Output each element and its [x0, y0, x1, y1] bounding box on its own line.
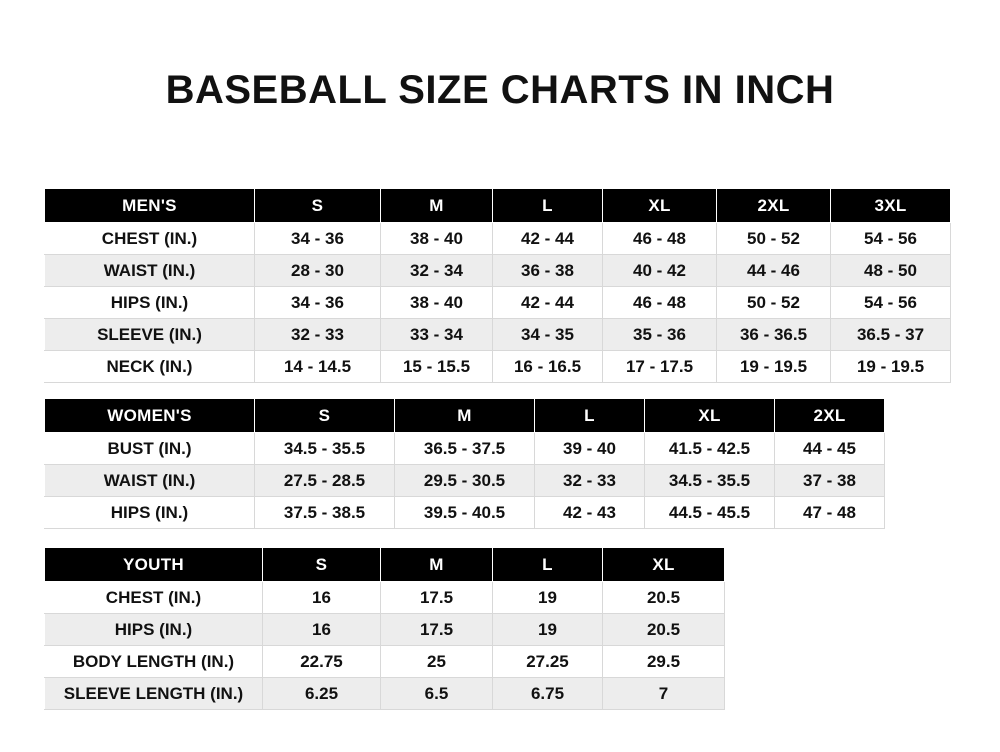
womens-size-table	[44, 398, 885, 529]
youth-size-table	[44, 547, 725, 710]
womens-waist-xl: 34.5 - 35.5	[645, 465, 775, 497]
youth-body-length-m: 25	[381, 646, 493, 678]
table-row	[45, 433, 885, 465]
mens-sleeve-s: 32 - 33	[255, 319, 381, 351]
mens-header-3xl: 3XL	[831, 189, 951, 223]
mens-chest-m: 38 - 40	[381, 223, 493, 255]
mens-sleeve-m: 33 - 34	[381, 319, 493, 351]
womens-header-s: S	[255, 399, 395, 433]
youth-body-length-s: 22.75	[263, 646, 381, 678]
mens-header-s: S	[255, 189, 381, 223]
mens-neck-m: 15 - 15.5	[381, 351, 493, 383]
youth-row-label-body-length: BODY LENGTH (IN.)	[45, 646, 263, 678]
womens-bust-2xl: 44 - 45	[775, 433, 885, 465]
mens-sleeve-xl: 35 - 36	[603, 319, 717, 351]
womens-hips-2xl: 47 - 48	[775, 497, 885, 529]
youth-body-length-l: 27.25	[493, 646, 603, 678]
table-row	[45, 678, 725, 710]
mens-hips-3xl: 54 - 56	[831, 287, 951, 319]
mens-neck-l: 16 - 16.5	[493, 351, 603, 383]
table-row	[45, 255, 951, 287]
youth-chest-m: 17.5	[381, 582, 493, 614]
youth-hips-m: 17.5	[381, 614, 493, 646]
mens-waist-m: 32 - 34	[381, 255, 493, 287]
mens-header-m: M	[381, 189, 493, 223]
mens-waist-xl: 40 - 42	[603, 255, 717, 287]
table-row	[45, 319, 951, 351]
womens-waist-s: 27.5 - 28.5	[255, 465, 395, 497]
youth-body-length-xl: 29.5	[603, 646, 725, 678]
page-title: BASEBALL SIZE CHARTS IN INCH	[165, 68, 835, 112]
youth-sleeve-length-m: 6.5	[381, 678, 493, 710]
table-row	[45, 497, 885, 529]
mens-hips-l: 42 - 44	[493, 287, 603, 319]
youth-row-label-chest: CHEST (IN.)	[45, 582, 263, 614]
mens-waist-3xl: 48 - 50	[831, 255, 951, 287]
table-row	[45, 582, 725, 614]
womens-row-label-hips: HIPS (IN.)	[45, 497, 255, 529]
table-row	[45, 465, 885, 497]
youth-row-label-sleeve-length: SLEEVE LENGTH (IN.)	[45, 678, 263, 710]
youth-header-xl: XL	[603, 548, 725, 582]
mens-neck-xl: 17 - 17.5	[603, 351, 717, 383]
table-row	[45, 223, 951, 255]
mens-chest-xl: 46 - 48	[603, 223, 717, 255]
womens-header-row	[45, 399, 885, 433]
table-row	[45, 614, 725, 646]
mens-header-row	[45, 189, 951, 223]
womens-hips-xl: 44.5 - 45.5	[645, 497, 775, 529]
mens-hips-2xl: 50 - 52	[717, 287, 831, 319]
youth-chest-xl: 20.5	[603, 582, 725, 614]
womens-row-label-waist: WAIST (IN.)	[45, 465, 255, 497]
mens-row-label-sleeve: SLEEVE (IN.)	[45, 319, 255, 351]
mens-chest-3xl: 54 - 56	[831, 223, 951, 255]
table-row	[45, 351, 951, 383]
youth-row-label-hips: HIPS (IN.)	[45, 614, 263, 646]
youth-hips-l: 19	[493, 614, 603, 646]
youth-chest-l: 19	[493, 582, 603, 614]
youth-sleeve-length-l: 6.75	[493, 678, 603, 710]
womens-header-2xl: 2XL	[775, 399, 885, 433]
womens-header-l: L	[535, 399, 645, 433]
mens-hips-m: 38 - 40	[381, 287, 493, 319]
mens-header-l: L	[493, 189, 603, 223]
womens-hips-s: 37.5 - 38.5	[255, 497, 395, 529]
youth-hips-xl: 20.5	[603, 614, 725, 646]
mens-neck-s: 14 - 14.5	[255, 351, 381, 383]
youth-header-row	[45, 548, 725, 582]
mens-waist-s: 28 - 30	[255, 255, 381, 287]
mens-sleeve-2xl: 36 - 36.5	[717, 319, 831, 351]
youth-header-l: L	[493, 548, 603, 582]
table-row	[45, 287, 951, 319]
mens-hips-xl: 46 - 48	[603, 287, 717, 319]
womens-waist-l: 32 - 33	[535, 465, 645, 497]
mens-sleeve-l: 34 - 35	[493, 319, 603, 351]
mens-neck-2xl: 19 - 19.5	[717, 351, 831, 383]
youth-hips-s: 16	[263, 614, 381, 646]
womens-header-xl: XL	[645, 399, 775, 433]
womens-hips-m: 39.5 - 40.5	[395, 497, 535, 529]
womens-header-m: M	[395, 399, 535, 433]
mens-row-label-chest: CHEST (IN.)	[45, 223, 255, 255]
mens-neck-3xl: 19 - 19.5	[831, 351, 951, 383]
youth-header-s: S	[263, 548, 381, 582]
mens-chest-2xl: 50 - 52	[717, 223, 831, 255]
womens-bust-l: 39 - 40	[535, 433, 645, 465]
womens-waist-m: 29.5 - 30.5	[395, 465, 535, 497]
mens-waist-2xl: 44 - 46	[717, 255, 831, 287]
mens-chest-l: 42 - 44	[493, 223, 603, 255]
mens-header-2xl: 2XL	[717, 189, 831, 223]
table-row	[45, 646, 725, 678]
youth-chest-s: 16	[263, 582, 381, 614]
mens-sleeve-3xl: 36.5 - 37	[831, 319, 951, 351]
womens-waist-2xl: 37 - 38	[775, 465, 885, 497]
womens-bust-s: 34.5 - 35.5	[255, 433, 395, 465]
youth-header-m: M	[381, 548, 493, 582]
womens-header-category: WOMEN'S	[45, 399, 255, 433]
youth-header-category: YOUTH	[45, 548, 263, 582]
youth-sleeve-length-s: 6.25	[263, 678, 381, 710]
mens-hips-s: 34 - 36	[255, 287, 381, 319]
womens-hips-l: 42 - 43	[535, 497, 645, 529]
womens-bust-xl: 41.5 - 42.5	[645, 433, 775, 465]
womens-row-label-bust: BUST (IN.)	[45, 433, 255, 465]
womens-bust-m: 36.5 - 37.5	[395, 433, 535, 465]
youth-sleeve-length-xl: 7	[603, 678, 725, 710]
mens-size-table	[44, 188, 951, 383]
mens-row-label-waist: WAIST (IN.)	[45, 255, 255, 287]
mens-row-label-hips: HIPS (IN.)	[45, 287, 255, 319]
mens-chest-s: 34 - 36	[255, 223, 381, 255]
mens-header-category: MEN'S	[45, 189, 255, 223]
mens-row-label-neck: NECK (IN.)	[45, 351, 255, 383]
mens-header-xl: XL	[603, 189, 717, 223]
mens-waist-l: 36 - 38	[493, 255, 603, 287]
